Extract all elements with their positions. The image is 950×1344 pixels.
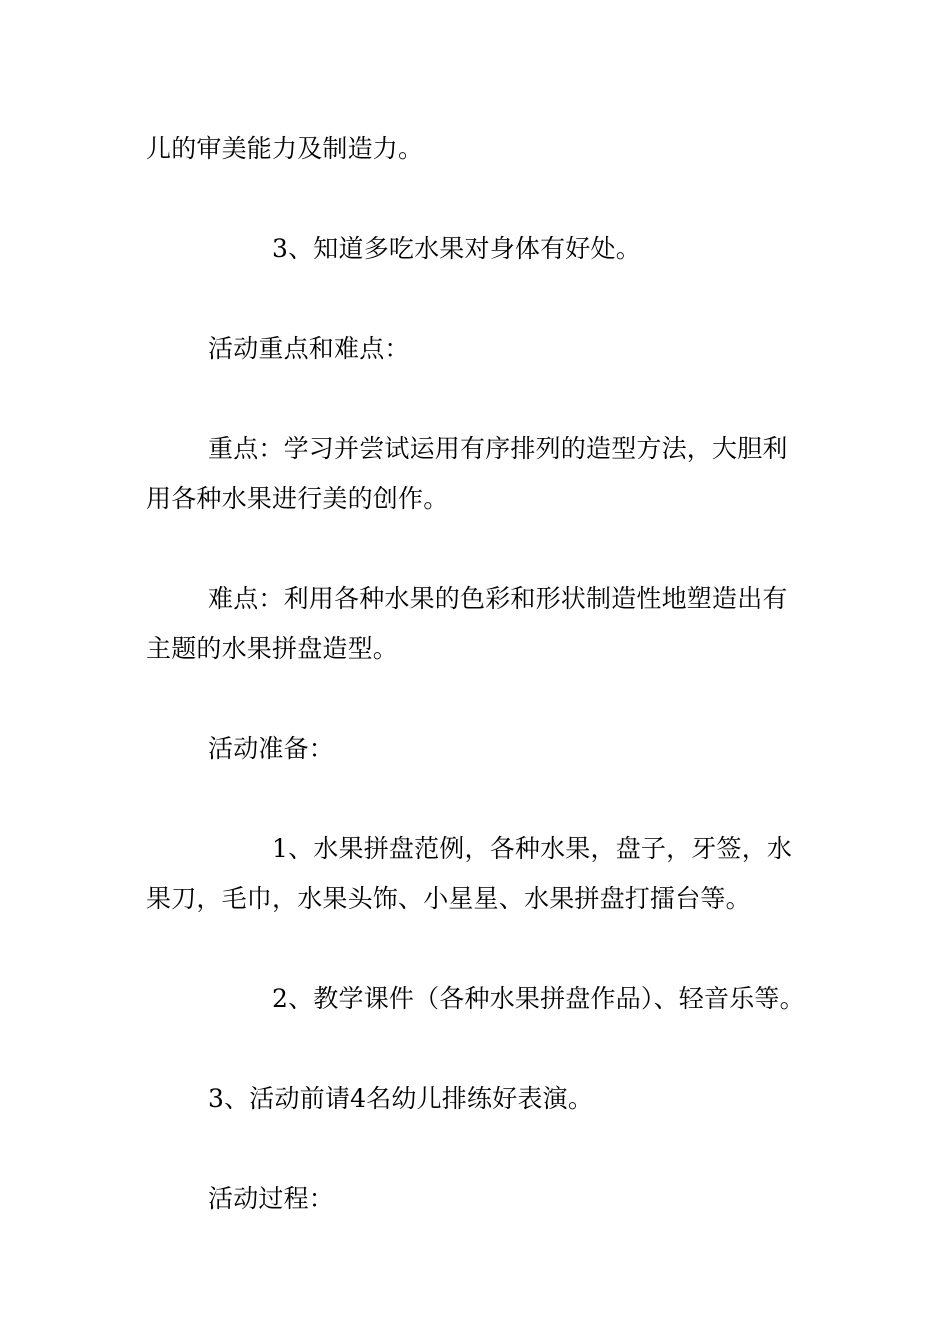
paragraph-line: 难点：利用各种水果的色彩和形状制造性地塑造出有: [208, 584, 788, 613]
paragraph-line: 重点：学习并尝试运用有序排列的造型方法，大胆利: [208, 434, 788, 463]
paragraph-line: 2、教学课件（各种水果拼盘作品）、轻音乐等。: [272, 984, 805, 1013]
paragraph-line: 1、水果拼盘范例，各种水果，盘子，牙签，水: [272, 834, 793, 863]
paragraph-line: 儿的审美能力及制造力。: [146, 134, 424, 163]
paragraph-line: 3、活动前请4名幼儿排练好表演。: [208, 1084, 594, 1113]
paragraph-line: 3、知道多吃水果对身体有好处。: [272, 234, 641, 263]
paragraph-line: 主题的水果拼盘造型。: [146, 634, 399, 663]
section-heading: 活动过程：: [208, 1184, 335, 1213]
section-heading: 活动重点和难点：: [208, 334, 410, 363]
paragraph-line: 果刀，毛巾，水果头饰、小星星、水果拼盘打擂台等。: [146, 884, 751, 913]
section-heading: 活动准备：: [208, 734, 335, 763]
paragraph-line: 用各种水果进行美的创作。: [146, 484, 449, 513]
